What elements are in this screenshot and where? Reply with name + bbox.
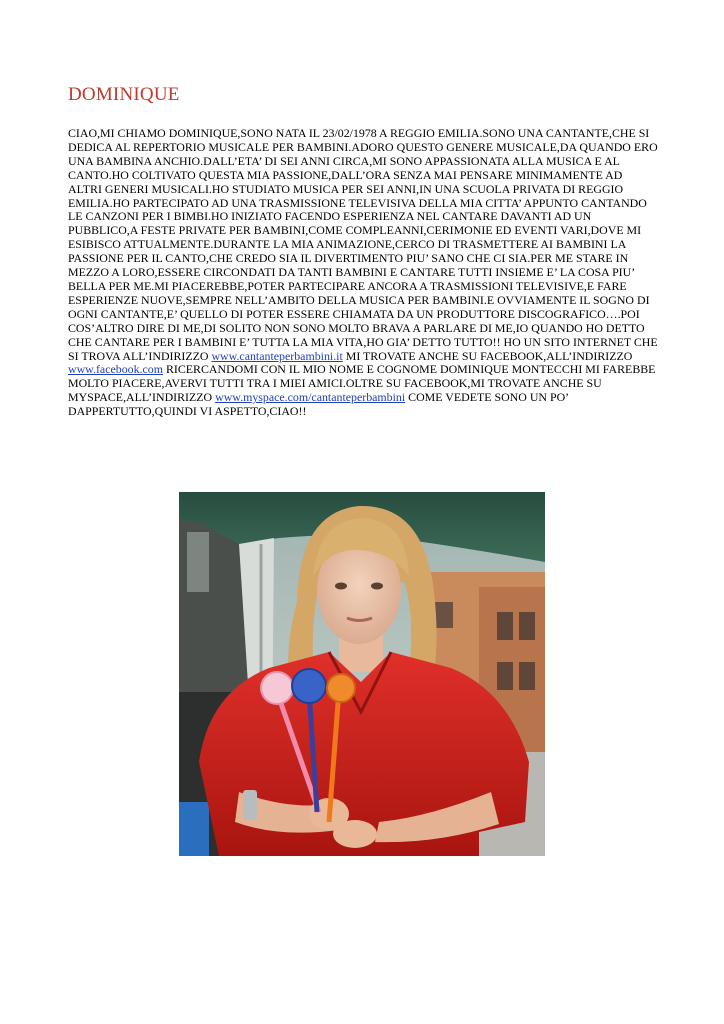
- portrait-photo: [179, 492, 545, 856]
- intro-paragraph: [68, 127, 658, 419]
- document-title: DOMINIQUE: [68, 84, 180, 105]
- paragraph-text-4: COME VEDETE SONO UN PO’ DAPPERTUTTO,QUINDI VI ASPETTO,CIAO!!: [68, 390, 569, 419]
- facebook-link[interactable]: www.facebook.com: [68, 362, 163, 377]
- myspace-link[interactable]: www.myspace.com/cantanteperbambini: [215, 390, 406, 405]
- portrait-illustration: [179, 492, 545, 856]
- paragraph-text-1: CIAO,MI CHIAMO DOMINIQUE,SONO NATA IL 23/02/1978 A REGGIO EMILIA.SONO UNA CANTANTE,CHE SI DEDICA AL REPERTORIO MUSICALE PER BAMBINI.ADORO QUESTO GENERE MUSICALE,DA QUANDO ERO UNA BAMBINA ANCHIO.DALL’ETA’ DI SEI ANNI CIRCA,MI SONO APPASSIONATA ALLA MUSICA E AL CANTO.HO COLTIVATO QUESTA MIA PASSIONE,DALL’ORA SENZA MAI PENSARE MINIMAMENTE AD ALTRI GENERI MUSICALI.HO STUDIATO MUSICA PER SEI ANNI,IN UNA SCUOLA PRIVATA DI REGGIO EMILIA.HO PARTECIPATO AD UNA TRASMISSIONE TELEVISIVA DELLA MIA CITTA’ APPUNTO CANTANDO LE CANZONI PER I BIMBI.HO INIZIATO FACENDO ESPERIENZA NEL CANTARE DAVANTI AD UN PUBBLICO,A FESTE PRIVATE PER BAMBINI,COME COMPLEANNI,CERIMONIE ED EVENTI VARI,DOVE MI ESIBISCO ATTUALMENTE.DURANTE LA MIA ANIMAZIONE,CERCO DI TRASMETTERE AI BAMBINI LA PASSIONE PER IL CANTO,CHE CREDO SIA IL DIVERTIMENTO PIU’ SANO CHE CI SIA.PER ME STARE IN MEZZO A LORO,ESSERE CIRCONDATI DA TANTI BAMBINI E CANTARE TUTTI INSIEME E’ LA COSA PIU’ BELLA PER ME.MI PIACEREBBE,POTER PARTECIPARE ANCORA A TRASMISSIONI TELEVISIVE,E FARE ESPERIENZE NUOVE,SEMPRE NELL’AMBITO DELLA MUSICA PER BAMBINI.E OVVIAMENTE IL SOGNO DI OGNI CANTANTE,E’ QUELLO DI POTER ESSERE CHIAMATA DA UN PRODUTTORE DISCOGRAFICO….POI COS’ALTRO DIRE DI ME,DI SOLITO NON SONO MOLTO BRAVA A PARLARE DI ME,IO QUANDO HO DETTO CHE CANTARE PER I BAMBINI E’ TUTTA LA MIA VITA,HO GIA’ DETTO TUTTO!! HO UN SITO INTERNET CHE SI TROVA ALL’INDIRIZZO: [68, 126, 658, 363]
- website-link[interactable]: www.cantanteperbambini.it: [211, 348, 343, 363]
- paragraph-text-3: RICERCANDOMI CON IL MIO NOME E COGNOME DOMINIQUE MONTECCHI MI FAREBBE MOLTO PIACERE,AVERVI TUTTI TRA I MIEI AMICI.OLTRE SU FACEBOOK,MI TROVATE ANCHE SU MYSPACE,ALL’INDIRIZZO: [68, 362, 656, 405]
- paragraph-text-2: MI TROVATE ANCHE SU FACEBOOK,ALL’INDIRIZZO: [342, 348, 633, 363]
